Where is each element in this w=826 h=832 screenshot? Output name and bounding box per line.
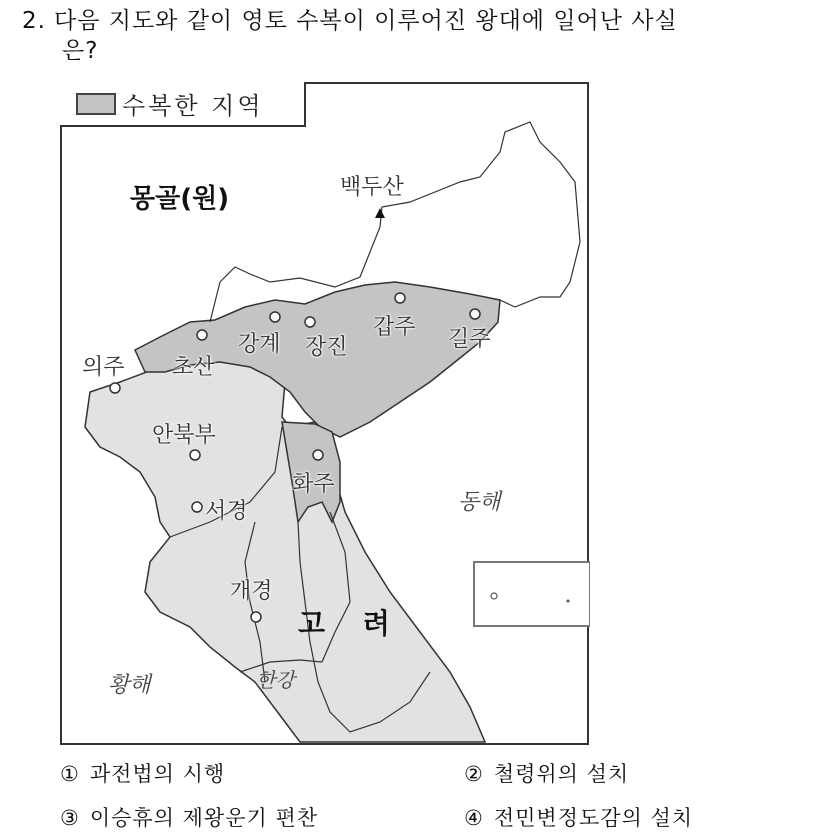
choice-1[interactable]: [60, 758, 225, 788]
choice-2-text: 철령위의 설치: [493, 762, 630, 786]
label-gaegyeong: 개경: [230, 579, 273, 604]
label-chosan: 초산: [172, 355, 215, 380]
question-stem: [22, 6, 812, 66]
label-donghae: 동해: [458, 490, 501, 515]
choice-1-mark: ①: [60, 762, 80, 786]
label-hwanghae: 황해: [108, 673, 151, 698]
map-legend: [60, 82, 306, 127]
label-jangjin: 장진: [305, 335, 348, 360]
choice-3[interactable]: [60, 802, 318, 832]
label-gapju: 갑주: [373, 315, 416, 340]
label-seogyeong: 서경: [205, 499, 248, 524]
question-number: 2.: [22, 8, 46, 34]
choice-4-text: 전민변정도감의 설치: [493, 806, 694, 830]
label-anbukbu: 안북부: [152, 423, 216, 448]
legend-swatch: [76, 93, 116, 115]
choice-3-mark: ③: [60, 806, 80, 830]
historical-map: [60, 82, 590, 745]
label-mongol: 몽골(원): [130, 184, 230, 214]
choice-2-mark: ②: [464, 762, 484, 786]
label-gilju: 길주: [448, 327, 491, 352]
choice-3-text: 이승휴의 제왕운기 편찬: [89, 806, 319, 830]
choice-4[interactable]: [464, 802, 693, 832]
label-hwaju: 화주: [292, 472, 335, 497]
choice-4-mark: ④: [464, 806, 484, 830]
question-text-line2: 은?: [62, 38, 99, 64]
choice-2[interactable]: [464, 758, 629, 788]
legend-label: 수복한 지역: [122, 92, 264, 120]
label-uiju: 의주: [82, 355, 125, 380]
label-goryeo: 고 려: [298, 607, 404, 640]
label-hangang: 한강: [256, 668, 295, 692]
label-ganggye: 강계: [238, 332, 281, 357]
question-text-line1: 다음 지도와 같이 영토 수복이 이루어진 왕대에 일어난 사실: [54, 8, 678, 34]
choice-1-text: 과전법의 시행: [89, 762, 226, 786]
label-baekdusan: 백두산: [340, 175, 404, 200]
